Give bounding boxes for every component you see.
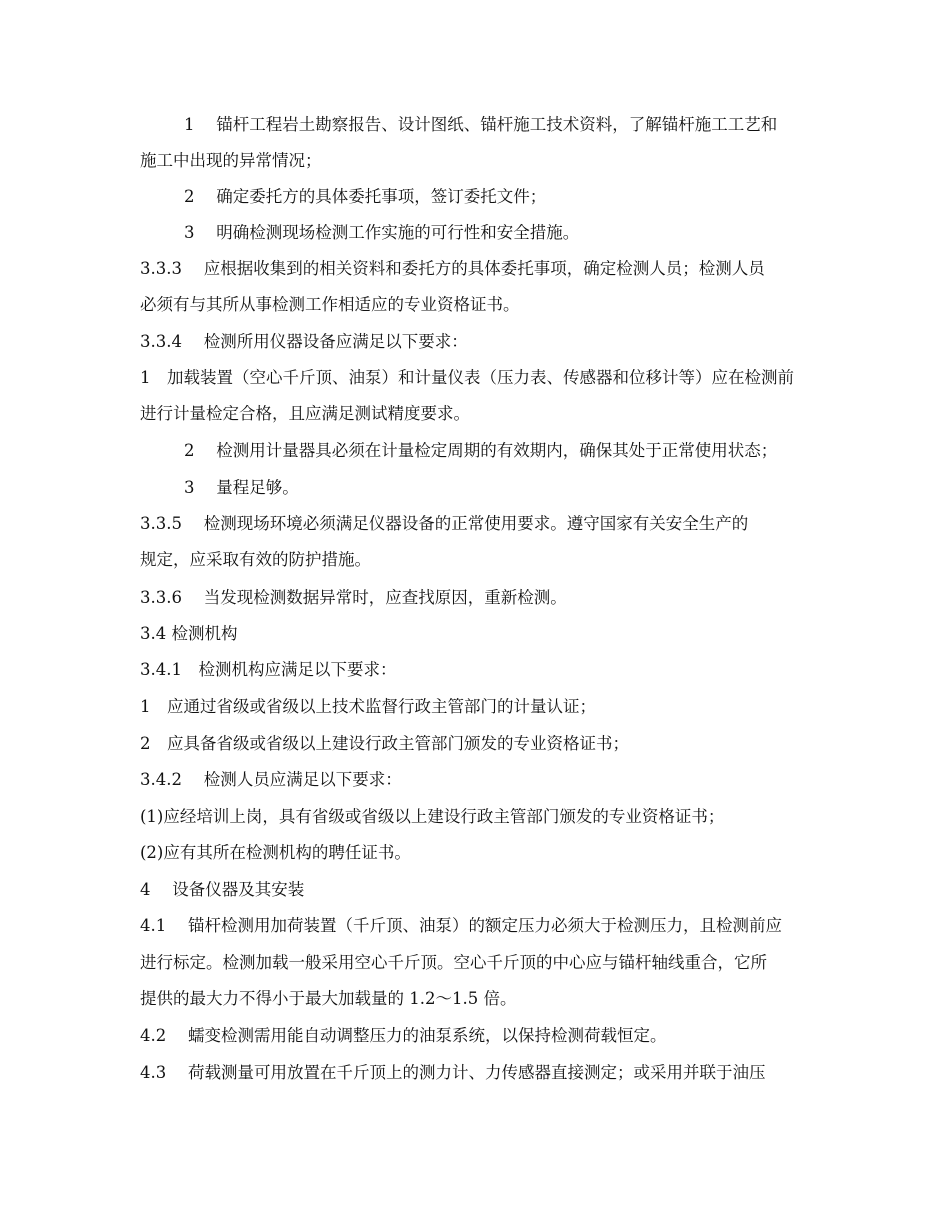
- text-line: 2 确定委托方的具体委托事项，签订委托文件；: [184, 187, 547, 206]
- text-line: (1)应经培训上岗，具有省级或省级以上建设行政主管部门颁发的专业资格证书；: [140, 807, 725, 826]
- text-line: 1 加载装置（空心千斤顶、油泵）和计量仪表（压力表、传感器和位移计等）应在检测前: [140, 368, 794, 387]
- text-line: 4.3 荷载测量可用放置在千斤顶上的测力计、力传感器直接测定；或采用并联于油压: [140, 1063, 766, 1082]
- text-line: 1 锚杆工程岩土勘察报告、设计图纸、锚杆施工技术资料，了解锚杆施工工艺和: [184, 115, 778, 134]
- text-line: 4.2 蠕变检测需用能自动调整压力的油泵系统，以保持检测荷载恒定。: [140, 1026, 667, 1045]
- text-line: 2 检测用计量器具必须在计量检定周期的有效期内，确保其处于正常使用状态；: [184, 441, 778, 460]
- text-line: 1 应通过省级或省级以上技术监督行政主管部门的计量认证；: [140, 697, 596, 716]
- text-line: 3.3.5 检测现场环境必须满足仪器设备的正常使用要求。遵守国家有关安全生产的: [140, 514, 749, 533]
- text-line: 3.4.2 检测人员应满足以下要求：: [140, 770, 402, 789]
- section-heading: 3.4 检测机构: [140, 624, 238, 643]
- text-line: 3.4.1 检测机构应满足以下要求：: [140, 660, 397, 679]
- text-line: 进行标定。检测加载一般采用空心千斤顶。空心千斤顶的中心应与锚杆轴线重合，它所: [140, 953, 767, 972]
- text-line: 施工中出现的异常情况；: [140, 151, 322, 170]
- text-line: 2 应具备省级或省级以上建设行政主管部门颁发的专业资格证书；: [140, 734, 629, 753]
- text-line: 必须有与其所从事检测工作相适应的专业资格证书。: [140, 295, 520, 314]
- text-line: 3.3.6 当发现检测数据异常时，应查找原因，重新检测。: [140, 588, 567, 607]
- text-line: 3 量程足够。: [184, 478, 299, 497]
- text-line: 进行计量检定合格，且应满足测试精度要求。: [140, 404, 470, 423]
- text-line: 规定，应采取有效的防护措施。: [140, 550, 371, 569]
- text-line: (2)应有其所在检测机构的聘任证书。: [140, 843, 411, 862]
- text-line: 3 明确检测现场检测工作实施的可行性和安全措施。: [184, 223, 580, 242]
- text-line: 3.3.4 检测所用仪器设备应满足以下要求：: [140, 332, 468, 351]
- section-heading: 4 设备仪器及其安装: [140, 880, 305, 899]
- text-line: 4.1 锚杆检测用加荷装置（千斤顶、油泵）的额定压力必须大于检测压力，且检测前应: [140, 916, 782, 935]
- text-line: 提供的最大力不得小于最大加载量的 1.2～1.5 倍。: [140, 989, 517, 1008]
- text-line: 3.3.3 应根据收集到的相关资料和委托方的具体委托事项，确定检测人员；检测人员: [140, 259, 765, 278]
